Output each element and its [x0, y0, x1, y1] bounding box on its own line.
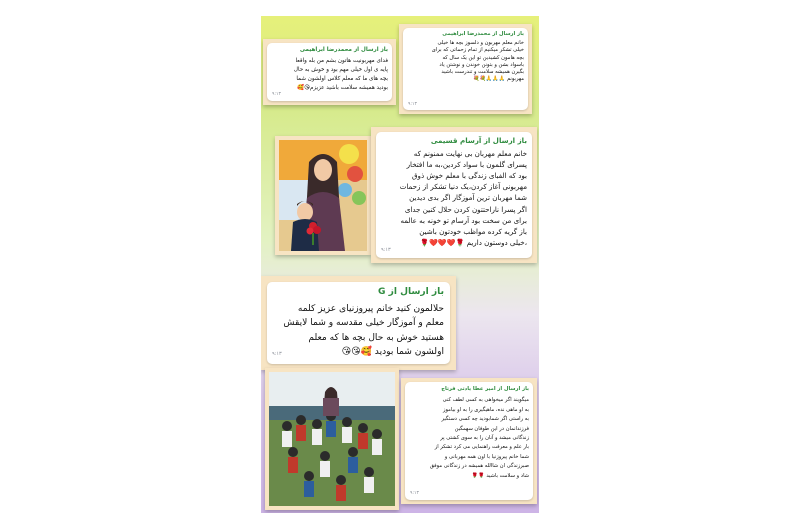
message-sender: باز ارسال از محمدرضا ابراهیمی [299, 47, 388, 53]
message-text: خانم معلم مهربان بی نهایت ممنونم که پسرای گلمون با سواد کردین،به ما افتخار بود که الفبای زندگی با معلم خوش ذوق مهربونی آغاز کردن،یک دنیا تشکر از زحمات شما مهربان ترین آموزگار اگر بدی دیدین اگر پسرا ناراحتتون کردن حلال کنین جدای برای من سخت بود آرسام تو خونه به عالمه باز گریه کرده مواظب خودتون باشین ،خیلی دوستون داریم 🌹❤️❤️❤️🌹 [399, 149, 527, 247]
photo-frame [275, 136, 371, 255]
class-group-photo [269, 372, 395, 506]
message-text: خانم معلم مهربون و دلسوز بچه ها خیلی خیلی تشکر میکنیم از تمام زحماتی که برای بچه هامون کشیدین تو این یک سال که باسواد بشن و بتونن خوندن و نوشتن یاد بگیرن همیشه سلامت و تندرست باشید مهربونم 🙏🙏🙏💐💐 [431, 40, 524, 83]
message-frame [261, 276, 456, 370]
message-time: ۹:۱۳ [272, 351, 282, 358]
message-text: فدای مهربونیت هاتون بشم من بله واقعا پایه ی اول خیلی مهم بود و خوش به حال بچه های ما که معلم کلاس اولشون شما بودید همیشه سلامت باشید عزیزم😘🥰 [293, 58, 388, 91]
message-frame [263, 39, 396, 105]
message-bubble [405, 382, 533, 500]
teacher-with-student-image [279, 140, 367, 251]
message-sender: باز ارسال از G [378, 287, 444, 297]
message-text: میگویند اگر میخواهی به کسی لطف کنی به او ماهی نده، ماهیگیری را به او بیاموز به راستی اگر شمابودید چه کسی دستگیر فرزندانمان در این طوفان سهمگین زندگانی میشد و آنان را به سوی کشتی پر بار علم و معرفت راهنمایی می کرد تشکر از شما خانم پیروزنیا با اون همه مهربانی و صبرزندگی ان شاالله همیشه در زندگانی موفق شاد و سلامت باشید 🌹🌹 [429, 397, 529, 479]
message-sender: باز ارسال از آرسام قسیمی [430, 136, 527, 145]
message-bubble [267, 43, 392, 101]
message-sender: باز ارسال از امیر عطا یادتی فرتاج [441, 386, 529, 392]
message-text: حلالمون کنید خانم پیروزنیای عزیز کلمه معلم و آموزگار خیلی مقدسه و شما لایقش هستید خوش به حال بچه ها که معلم اولشون شما بودید 🥰😘😘 [283, 303, 444, 358]
collage-poster [261, 16, 539, 513]
message-sender: باز ارسال از محمدرضا ابراهیمی [442, 31, 524, 37]
message-time: ۹:۱۳ [381, 246, 391, 253]
message-bubble [403, 28, 528, 110]
message-time: ۹:۱۳ [408, 101, 417, 107]
photo-frame [265, 368, 399, 510]
message-frame [399, 24, 532, 114]
message-bubble [376, 132, 532, 258]
teacher-with-student-photo [279, 140, 367, 251]
message-frame [401, 378, 537, 504]
class-group-image [269, 372, 395, 506]
message-time: ۹:۱۳ [410, 490, 419, 496]
message-time: ۹:۱۳ [272, 92, 281, 97]
message-bubble [267, 282, 450, 364]
message-frame [371, 127, 537, 263]
